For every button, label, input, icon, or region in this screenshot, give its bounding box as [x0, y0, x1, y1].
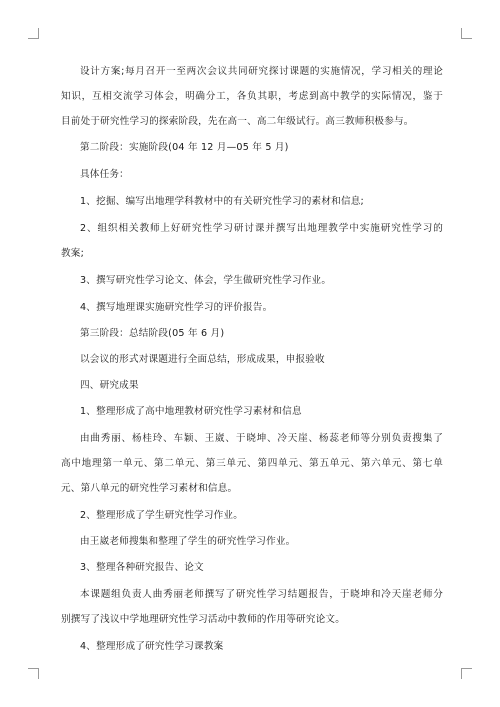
- section-heading: 第二阶段：实施阶段(04 年 12 月—05 年 5 月): [80, 142, 289, 153]
- paragraph-line: 目前处于研究性学习的探索阶段，先在高一、高二年级试行。高三教师积极参与。: [61, 116, 414, 127]
- list-item: 3、整理各种研究报告、论文: [80, 562, 204, 573]
- paragraph-line: 高中地理第一单元、第二单元、第三单元、第四单元、第五单元、第六单元、第七单: [61, 458, 443, 469]
- list-item: 3、撰写研究性学习论文、体会，学生做研究性学习作业。: [80, 275, 332, 286]
- list-item: 4、整理形成了研究性学习课教案: [80, 641, 224, 652]
- list-item: 2、整理形成了学生研究性学习作业。: [80, 510, 244, 521]
- list-item: 4、撰写地理课实施研究性学习的评价报告。: [80, 302, 273, 313]
- section-heading: 第三阶段：总结阶段(05 年 6 月): [80, 328, 225, 339]
- paragraph-line: 以会议的形式对课题进行全面总结，形成成果，申报验收: [80, 354, 325, 365]
- list-item: 1、整理形成了高中地理教材研究性学习素材和信息: [80, 406, 302, 417]
- list-item: 2、组织相关教师上好研究性学习研讨课并撰写出地理教学中实施研究性学习的: [80, 223, 443, 234]
- crop-mark-top-left: [28, 28, 39, 39]
- paragraph-line: 本课题组负责人曲秀丽老师撰写了研究性学习结题报告，于晓坤和冷天崖老师分: [80, 589, 443, 600]
- section-heading: 四、研究成果: [80, 380, 139, 391]
- paragraph-line: 设计方案;每月召开一至两次会议共同研究探讨课题的实施情况，学习相关的理论: [80, 66, 443, 77]
- paragraph-line: 具体任务：: [80, 169, 129, 180]
- crop-mark-bottom-right: [461, 668, 472, 679]
- paragraph-line: 元、第八单元的研究性学习素材和信息。: [61, 483, 238, 494]
- paragraph-line: 别撰写了浅议中学地理研究性学习活动中教师的作用等研究论文。: [61, 614, 346, 625]
- paragraph-line: 由曲秀丽、杨桂玲、车颖、王崴、于晓坤、冷天崖、杨蕊老师等分别负责搜集了: [80, 433, 443, 444]
- paragraph-line: 由王崴老师搜集和整理了学生的研究性学习作业。: [80, 536, 296, 547]
- paragraph-line: 知识，互相交流学习体会，明确分工，各负其职，考虑到高中教学的实际情况，鉴于: [61, 91, 443, 102]
- list-item: 1、挖掘、编写出地理学科教材中的有关研究性学习的素材和信息;: [80, 196, 364, 207]
- paragraph-line: 教案;: [61, 248, 85, 259]
- crop-mark-bottom-left: [28, 668, 39, 679]
- crop-mark-top-right: [461, 28, 472, 39]
